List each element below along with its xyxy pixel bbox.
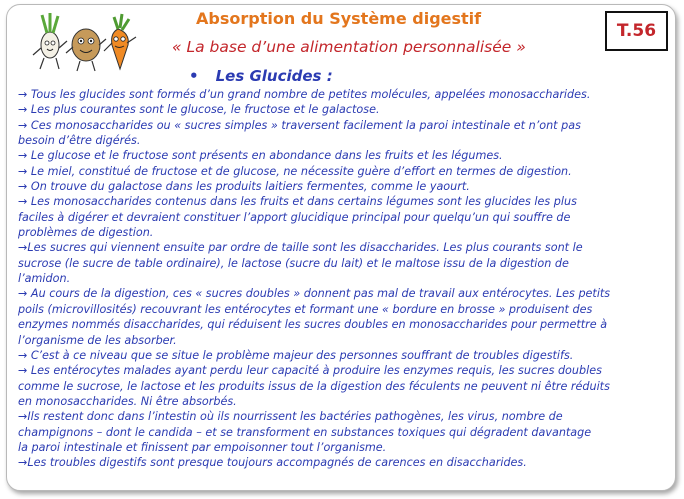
text-line: → C’est à ce niveau que se situe le problème majeur des personnes souffrant de troubles digestifs.: [18, 348, 574, 362]
text-line: → Les monosaccharides contenus dans les fruits et dans certains légumes sont les glucides les plus: [18, 195, 577, 209]
text-line: → Tous les glucides sont formés d’un grand nombre de petites molécules, appelées monosaccharides.: [18, 88, 591, 101]
text-line: enzymes nommés disaccharides, qui réduisent les sucres doubles en monosaccharides pour permettre à: [18, 318, 608, 332]
text-line: comme le sucrose, le lactose et les produits issus de la digestion des féculents ne peuvent ni être réduits: [18, 379, 610, 393]
text-line: sucrose (le sucre de table ordinaire), le lactose (sucre du lait) et le maltose issu de la digestion de: [18, 256, 569, 270]
page-title: Absorption du Système digestif: [196, 9, 482, 28]
section-heading: [189, 67, 333, 85]
vegetable-mascots-icon: [30, 11, 140, 73]
text-line: l’amidon.: [18, 272, 71, 286]
page-subtitle: « La base d’une alimentation personnalisée »: [172, 38, 526, 56]
text-line: poils (microvillosités) recouvrant les entérocytes et formant une « bordure en brosse » produisent des: [18, 302, 593, 316]
text-line: →Les sucres qui viennent ensuite par ordre de taille sont les disaccharides. Les plus courants sont le: [18, 241, 583, 255]
text-line: → Le miel, constitué de fructose et de glucose, ne nécessite guère d’effort en termes de digestion.: [18, 164, 572, 178]
text-line: →Ils restent donc dans l’intestin où ils nourrissent les bactéries pathogènes, les virus, nombre de: [18, 410, 563, 424]
text-line: champignons – dont le candida – et se transforment en substances toxiques qui dégradent davantage: [18, 425, 592, 439]
page-number-badge: T.56: [605, 11, 668, 51]
text-line: l’organisme de les absorber.: [18, 333, 177, 347]
text-line: → Le glucose et le fructose sont présents en abondance dans les fruits et les légumes.: [18, 149, 503, 163]
text-line: →Les troubles digestifs sont presque toujours accompagnés de carences en disaccharides.: [18, 456, 527, 470]
text-line: → Au cours de la digestion, ces « sucres doubles » donnent pas mal de travail aux entérocytes. Les petits: [18, 287, 611, 301]
section-heading-label: Les Glucides :: [215, 67, 333, 85]
text-line: → Les plus courantes sont le glucose, le fructose et le galactose.: [18, 103, 380, 117]
text-line: faciles à digérer et devraient constituer l’apport glucidique principal pour quelqu’un qui souffre de: [18, 210, 571, 224]
text-line: → Ces monosaccharides ou « sucres simples » traversent facilement la paroi intestinale et n’ont pas: [18, 118, 581, 132]
text-line: problèmes de digestion.: [18, 226, 154, 240]
text-line: → On trouve du galactose dans les produits laitiers fermentes, comme le yaourt.: [18, 180, 470, 194]
text-line: → Les entérocytes malades ayant perdu leur capacité à produire les enzymes requis, les sucres doubles: [18, 364, 602, 378]
text-line: la paroi intestinale et finissent par empoisonner tout l’organisme.: [18, 440, 387, 454]
text-line: en monosaccharides. Ni être absorbés.: [18, 394, 237, 408]
bullet-icon: •: [189, 67, 199, 85]
text-line: besoin d’être digérés.: [18, 134, 141, 148]
body-text: [18, 87, 668, 471]
